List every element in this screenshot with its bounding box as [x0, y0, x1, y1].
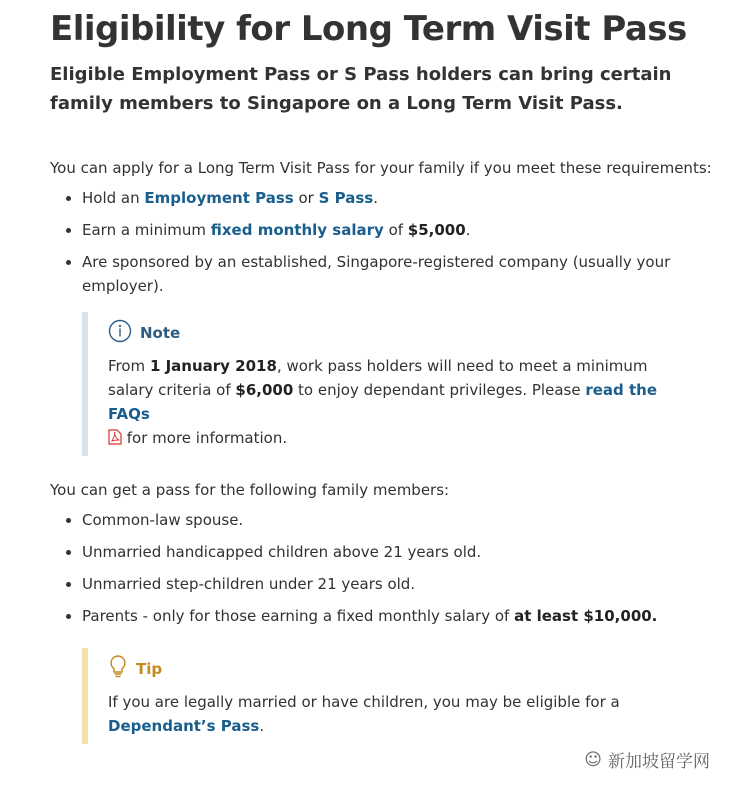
- lightbulb-icon: [108, 654, 128, 684]
- note-heading: Note: [140, 324, 181, 342]
- list-item: [82, 218, 720, 242]
- employment-pass-link[interactable]: Employment Pass: [144, 189, 294, 207]
- text: of: [383, 221, 408, 239]
- salary-amount: $5,000: [407, 221, 466, 239]
- dependants-pass-link[interactable]: Dependant’s Pass: [108, 717, 260, 735]
- text: Earn a minimum: [82, 221, 211, 239]
- text: , work pass holders will need to meet a minimum salary criteria of: [108, 357, 648, 399]
- text: for more information.: [122, 429, 288, 447]
- list-item: • Are sponsored by an established, Singapore-registered company (usually your employer).: [82, 250, 720, 298]
- tip-heading: Tip: [136, 660, 163, 678]
- pdf-icon[interactable]: [108, 429, 122, 447]
- list-item: [82, 604, 720, 628]
- watermark-text: 新加坡留学网: [608, 752, 710, 772]
- info-icon: [108, 319, 132, 347]
- text: or: [293, 189, 319, 207]
- requirements-list: [50, 186, 720, 298]
- list-item: • Unmarried step-children under 21 years old.: [82, 572, 720, 596]
- list-item: • Unmarried handicapped children above 21 years old.: [82, 540, 720, 564]
- article: [50, 0, 720, 744]
- text: to enjoy dependant privileges. Please: [293, 381, 586, 399]
- text: .: [259, 717, 265, 735]
- text: Parents - only for those earning a fixed monthly salary of: [82, 607, 515, 625]
- page-title: Eligibility for Long Term Visit Pass: [50, 9, 687, 49]
- text: From: [108, 357, 150, 375]
- note-box: [82, 312, 708, 456]
- page-subtitle: Eligible Employment Pass or S Pass holders can bring certain family members to Singapore on a Long Term Visit Pass.: [50, 64, 672, 114]
- tip-text: [108, 690, 688, 738]
- s-pass-link[interactable]: S Pass: [318, 189, 374, 207]
- list-item: [82, 186, 720, 210]
- date: 1 January 2018: [149, 357, 277, 375]
- text: Hold an: [82, 189, 145, 207]
- intro-text: You can apply for a Long Term Visit Pass for your family if you meet these requirements:: [50, 159, 712, 177]
- list-item: • Common-law spouse.: [82, 508, 720, 532]
- wechat-icon: ☺: [584, 749, 602, 770]
- family-list: [50, 508, 720, 628]
- note-text: [108, 354, 688, 450]
- family-intro: You can get a pass for the following family members:: [50, 481, 450, 499]
- text: .: [373, 189, 378, 207]
- tip-box: [82, 648, 708, 744]
- salary-amount: at least $10,000.: [514, 607, 658, 625]
- text: If you are legally married or have children, you may be eligible for a: [108, 693, 620, 711]
- salary-amount: $6,000: [235, 381, 294, 399]
- text: .: [465, 221, 471, 239]
- fixed-monthly-salary-link[interactable]: fixed monthly salary: [210, 221, 384, 239]
- read-faqs-link[interactable]: read the FAQs: [108, 381, 658, 423]
- watermark: [584, 747, 710, 772]
